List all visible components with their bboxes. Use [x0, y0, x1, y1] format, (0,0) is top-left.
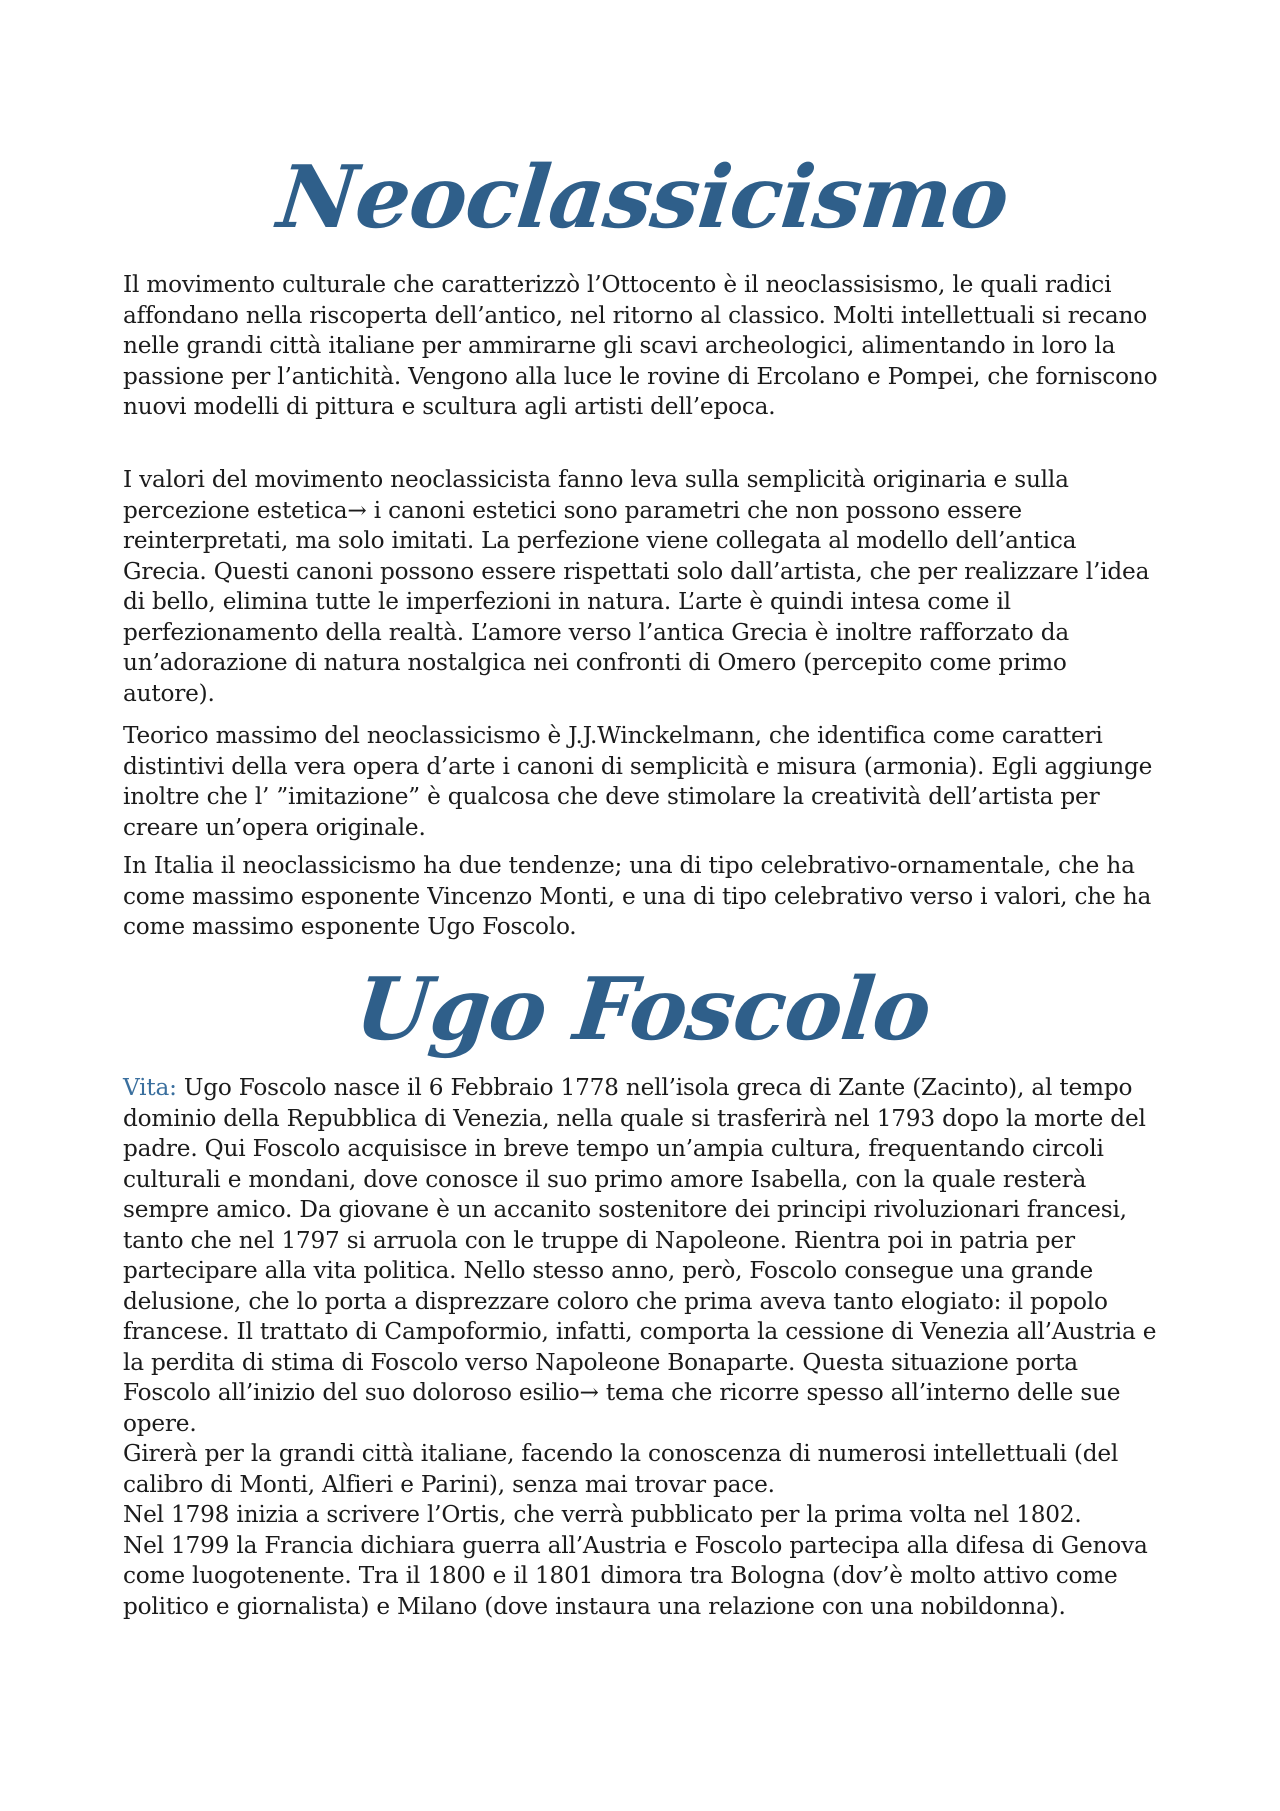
paragraph-text: Il movimento culturale che caratterizzò l’Ottocento è il neoclassisismo, le quali radici affondano nella riscoperta dell’antico, nel ritorno al classico. Molti intellettuali si recano nelle grandi città italiane per ammirarne gli scavi archeologici, alimentando in loro la passione per l’antichità. Vengono alla luce le rovine di Ercolano e Pompei, che forniscono nuovi modelli di pittura e scultura agli artisti dell’epoca.: [123, 271, 1158, 420]
section-vita: [123, 1073, 1163, 1622]
paragraph-winckelmann: [123, 721, 1163, 843]
vita-text: Ugo Foscolo nasce il 6 Febbraio 1778 nell’isola greca di Zante (Zacinto), al tempo dominio della Repubblica di Venezia, nella quale si trasferirà nel 1793 dopo la morte del padre. Qui Foscolo acquisisce in breve tempo un’ampia cultura, frequentando circoli culturali e mondani, dove conosce il suo primo amore Isabella, con la quale resterà sempre amico. Da giovane è un accanito sostenitore dei principi rivoluzionari francesi, tanto che nel 1797 si arruola con le truppe di Napoleone. Rientra poi in patria per partecipare alla vita politica. Nello stesso anno, però, Foscolo consegue una grande delusione, che lo porta a disprezzare coloro che prima aveva tanto elogiato: il popolo francese. Il trattato di Campoformio, infatti, comporta la cessione di Venezia all’Austria e la perdita di stima di Foscolo verso Napoleone Bonaparte. Questa situazione porta Foscolo all’inizio del suo doloroso esilio→ tema che ricorre spesso all’interno delle sue opere.: [123, 1074, 1157, 1437]
paragraph-guerra: Nel 1799 la Francia dichiara guerra all’Austria e Foscolo partecipa alla difesa di Genova come luogotenente. Tra il 1800 e il 1801 dimora tra Bologna (dov’è molto attivo come politico e giornalista) e Milano (dove instaura una relazione con una nobildonna).: [123, 1531, 1148, 1620]
paragraph-text: Teorico massimo del neoclassicismo è J.J.Winckelmann, che identifica come caratteri distintivi della vera opera d’arte i canoni di semplicità e misura (armonia). Egli aggiunge inoltre che l’ ”imitazione” è qualcosa che deve stimolare la creatività dell’artista per creare un’opera originale.: [123, 722, 1153, 841]
paragraph-text: In Italia il neoclassicismo ha due tendenze; una di tipo celebrativo-ornamentale, che ha come massimo esponente Vincenzo Monti, e una di tipo celebrativo verso i valori, che ha come massimo esponente Ugo Foscolo.: [123, 852, 1152, 940]
paragraph-vita: [123, 1073, 1163, 1439]
paragraph-ortis: Nel 1798 inizia a scrivere l’Ortis, che verrà pubblicato per la prima volta nel 1802.: [123, 1501, 1082, 1528]
title-ugo-foscolo: Ugo Foscolo: [351, 959, 936, 1060]
paragraph-viaggi: Girerà per la grandi città italiane, facendo la conoscenza di numerosi intellettuali (del calibro di Monti, Alfieri e Parini), senza mai trovar pace.: [123, 1440, 1119, 1498]
vita-label: Vita:: [123, 1074, 177, 1101]
paragraph-valori: [123, 465, 1163, 709]
title-neoclassicismo: Neoclassicismo: [273, 147, 1013, 248]
paragraph-intro: [123, 270, 1163, 423]
paragraph-text: I valori del movimento neoclassicista fanno leva sulla semplicità originaria e sulla percezione estetica→ i canoni estetici sono parametri che non possono essere reinterpretati, ma solo imitati. La perfezione viene collegata al modello dell’antica Grecia. Questi canoni possono essere rispettati solo dall’artista, che per realizzare l’idea di bello, elimina tutte le imperfezioni in natura. L’arte è quindi intesa come il perfezionamento della realtà. L’amore verso l’antica Grecia è inoltre rafforzato da un’adorazione di natura nostalgica nei confronti di Omero (percepito come primo autore).: [123, 466, 1150, 707]
paragraph-tendenze: [123, 851, 1163, 943]
